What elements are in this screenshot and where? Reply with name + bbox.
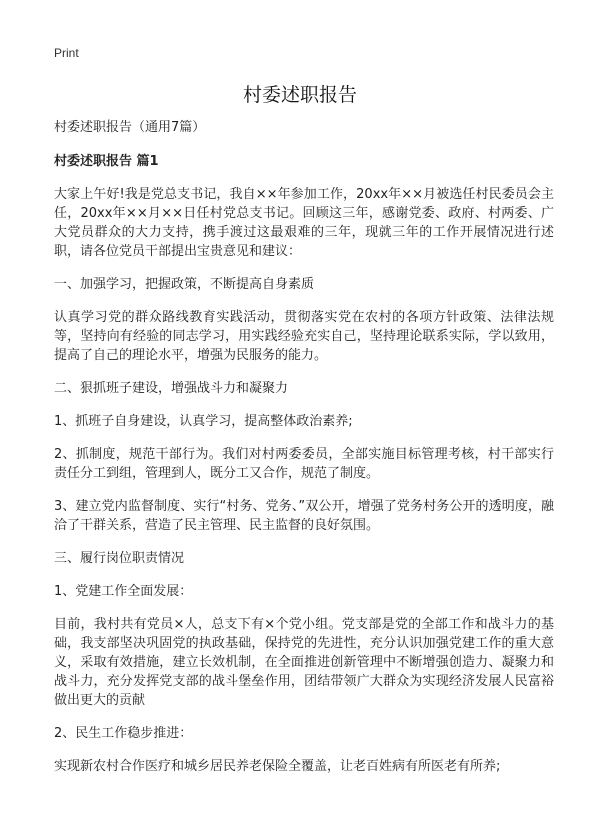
list-item-team-2: 2、抓制度，规范干部行为。我们对村两委委员，全部实施目标管理考核，村干部实行责任分工到组，管理到人，既分工又合作，规范了制度。 (54, 447, 554, 481)
page-title: 村委述职报告 (242, 84, 357, 106)
paragraph-study: 认真学习党的群众路线教育实践活动，贯彻落实党在农村的各项方针政策、法律法规等，坚持向有经验的同志学习，用实践经验充实自己，坚持理论联系实际，学以致用，提高了自己的理论水平，增强为民服务的能力。 (54, 310, 554, 363)
document-subtitle: 村委述职报告（通用7篇） (54, 120, 206, 135)
heading-team-building: 二、狠抓班子建设，增强战斗力和凝聚力 (54, 381, 289, 396)
paragraph-livelihood: 实现新农村合作医疗和城乡居民养老保险全覆盖，让老百姓病有所医老有所养; (54, 759, 501, 774)
subheading-party-building: 1、党建工作全面发展： (54, 584, 193, 599)
subheading-livelihood: 2、民生工作稳步推进： (54, 726, 193, 741)
list-item-team-3: 3、建立党内监督制度、实行“村务、党务、”双公开，增强了党务村务公开的透明度，融洽了干群关系，营造了民主管理、民主监督的良好氛围。 (54, 499, 554, 533)
section-heading: 村委述职报告 篇1 (54, 154, 159, 169)
heading-study: 一、加强学习，把握政策，不断提高自身素质 (54, 277, 315, 292)
paragraph-party-building: 目前，我村共有党员×人，总支下有×个党小组。党支部是党的全部工作和战斗力的基础，我支部坚决巩固党的执政基础，保持党的先进性，充分认识加强党建工作的重大意义，采取有效措施，建立长效机制，在全面推进创新管理中不断增强创造力、凝聚力和战斗力，充分发挥党支部的战斗堡垒作用，团结带领广大群众为实现经济发展人民富裕做出更大的贡献 (54, 617, 554, 708)
print-link[interactable]: Print (54, 46, 79, 60)
list-item-team-1: 1、抓班子自身建设，认真学习，提高整体政治素养; (54, 414, 353, 429)
heading-duties: 三、履行岗位职责情况 (54, 551, 185, 566)
paragraph-intro: 大家上午好!我是党总支书记，我自××年参加工作，20xx年××月被选任村民委员会主任，20xx年××月××日任村党总支书记。回顾这三年，感谢党委、政府、村两委、广大党员群众的大力支持，携手渡过这最艰难的三年，现就三年的工作开展情况进行述职，请各位党员干部提出宝贵意见和建议： (54, 187, 554, 259)
document-body (54, 118, 554, 790)
